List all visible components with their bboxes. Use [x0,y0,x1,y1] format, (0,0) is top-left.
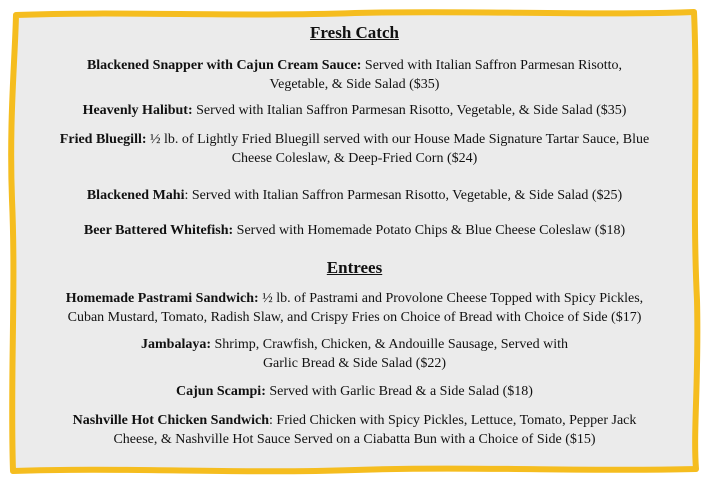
menu-item-cajun-scampi [22,382,687,401]
item-description: : Served with Italian Saffron Parmesan Risotto, Vegetable, & Side Salad ($25) [184,188,623,203]
item-description-cont: Cuban Mustard, Tomato, Radish Slaw, and Crispy Fries on Choice of Bread with Choice of Side ($17) [67,310,642,325]
item-name: Homemade Pastrami Sandwich: [65,291,259,306]
menu-item-pastrami-sandwich [22,289,687,327]
menu-card [22,18,687,464]
menu-item-beer-battered-whitefish [22,221,687,240]
item-description: Served with Italian Saffron Parmesan Risotto, [364,58,623,73]
item-description: ½ lb. of Lightly Fried Bluegill served with our House Made Signature Tartar Sauce, Blue [150,132,650,147]
item-description-cont: Garlic Bread & Side Salad ($22) [262,356,447,371]
item-description-cont: Cheese Coleslaw, & Deep-Fried Corn ($24) [231,151,478,166]
item-name: Heavenly Halibut: [82,103,193,118]
menu-item-heavenly-halibut [22,101,687,120]
menu-item-jambalaya [22,335,687,373]
item-name: Blackened Mahi [86,188,185,203]
item-description: Served with Garlic Bread & a Side Salad ($18) [269,384,533,399]
item-description: Shrimp, Crawfish, Chicken, & Andouille Sausage, Served with [214,337,568,352]
section-title-fresh-catch: Fresh Catch [310,23,399,42]
item-description: : Fried Chicken with Spicy Pickles, Lettuce, Tomato, Pepper Jack [269,413,637,428]
item-description-cont: Vegetable, & Side Salad ($35) [269,77,440,92]
menu-item-blackened-snapper [22,56,687,94]
menu-item-nashville-hot-chicken [22,411,687,449]
item-name: Blackened Snapper with Cajun Cream Sauce: [86,58,362,73]
menu-item-blackened-mahi [22,186,687,205]
item-description: Served with Italian Saffron Parmesan Risotto, Vegetable, & Side Salad ($35) [196,103,627,118]
item-name: Beer Battered Whitefish: [83,223,234,238]
item-description: ½ lb. of Pastrami and Provolone Cheese Topped with Spicy Pickles, [262,291,644,306]
item-description: Served with Homemade Potato Chips & Blue Cheese Coleslaw ($18) [236,223,626,238]
item-name: Nashville Hot Chicken Sandwich [72,413,270,428]
item-description-cont: Cheese, & Nashville Hot Sauce Served on a Ciabatta Bun with a Choice of Side ($15) [113,432,596,447]
menu-item-fried-bluegill [22,130,687,168]
item-name: Cajun Scampi: [176,384,266,399]
item-name: Fried Bluegill: [59,132,147,147]
item-name: Jambalaya: [141,337,212,352]
section-title-entrees: Entrees [326,258,383,277]
